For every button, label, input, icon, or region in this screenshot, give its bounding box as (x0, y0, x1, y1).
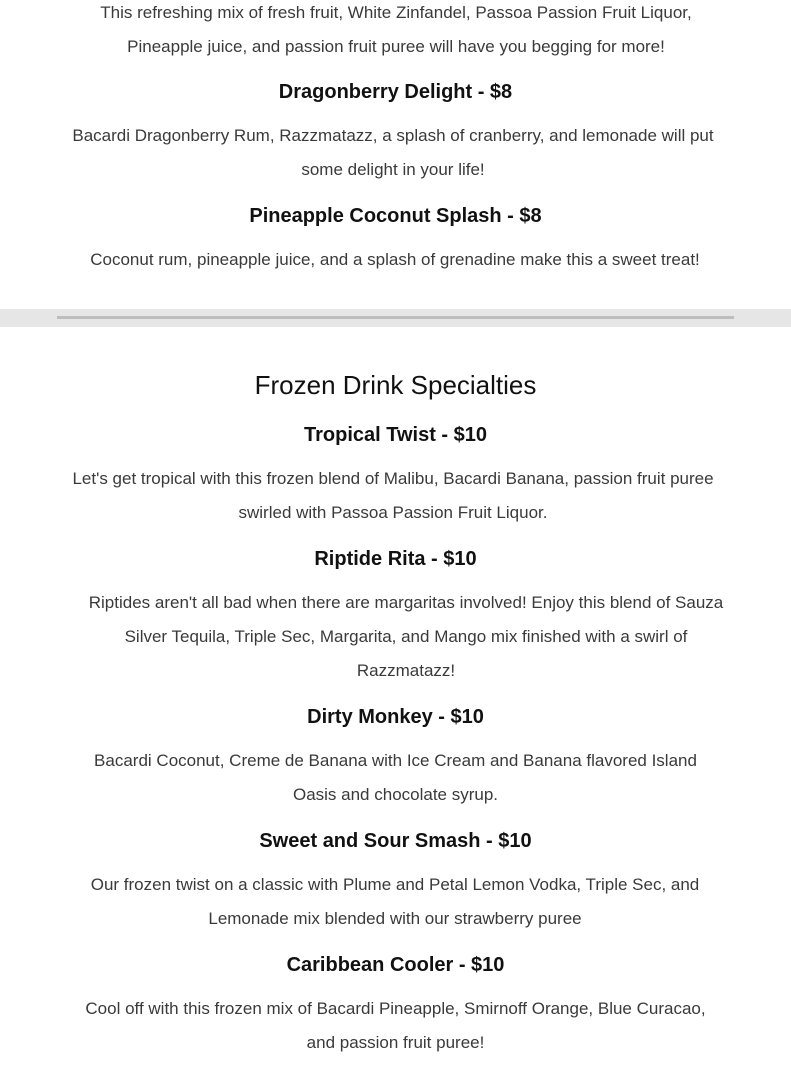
drink-title-riptide-rita: Riptide Rita - $10 (314, 548, 477, 570)
drink-description-tropical-twist: Let's get tropical with this frozen blend of Malibu, Bacardi Banana, passion fruit puree swirled with Passoa Passion Fruit Liquor. (72, 469, 714, 522)
drink-description-pineapple-coconut-splash: Coconut rum, pineapple juice, and a splash of grenadine make this a sweet treat! (90, 250, 700, 269)
drink-title-sweet-and-sour-smash: Sweet and Sour Smash - $10 (259, 830, 532, 852)
drink-title-pineapple-coconut-splash: Pineapple Coconut Splash - $8 (249, 205, 542, 227)
drink-description: This refreshing mix of fresh fruit, White Zinfandel, Passoa Passion Fruit Liquor, Pineapple juice, and passion fruit puree will have you begging for more! (100, 3, 692, 56)
drink-description-dragonberry-delight: Bacardi Dragonberry Rum, Razzmatazz, a splash of cranberry, and lemonade will put some delight in your life! (72, 126, 714, 179)
drink-title-dragonberry-delight: Dragonberry Delight - $8 (278, 81, 513, 103)
drink-description-dirty-monkey: Bacardi Coconut, Creme de Banana with Ice Cream and Banana flavored Island Oasis and chocolate syrup. (94, 751, 697, 804)
drink-description-sweet-and-sour-smash: Our frozen twist on a classic with Plume and Petal Lemon Vodka, Triple Sec, and Lemonade mix blended with our strawberry puree (90, 875, 700, 928)
drink-title-caribbean-cooler: Caribbean Cooler - $10 (286, 954, 505, 976)
drink-title-tropical-twist: Tropical Twist - $10 (303, 424, 488, 446)
section-divider (0, 309, 791, 327)
drink-description-riptide-rita: Riptides aren't all bad when there are margaritas involved! Enjoy this blend of Sauza Silver Tequila, Triple Sec, Margarita, and Mango mix finished with a swirl of Razzmatazz! (88, 593, 724, 680)
divider-line (57, 316, 734, 319)
drink-description-caribbean-cooler: Cool off with this frozen mix of Bacardi Pineapple, Smirnoff Orange, Blue Curacao, and passion fruit puree! (85, 999, 706, 1052)
drink-title-dirty-monkey: Dirty Monkey - $10 (307, 706, 484, 728)
section-heading-frozen-drinks: Frozen Drink Specialties (254, 370, 537, 400)
